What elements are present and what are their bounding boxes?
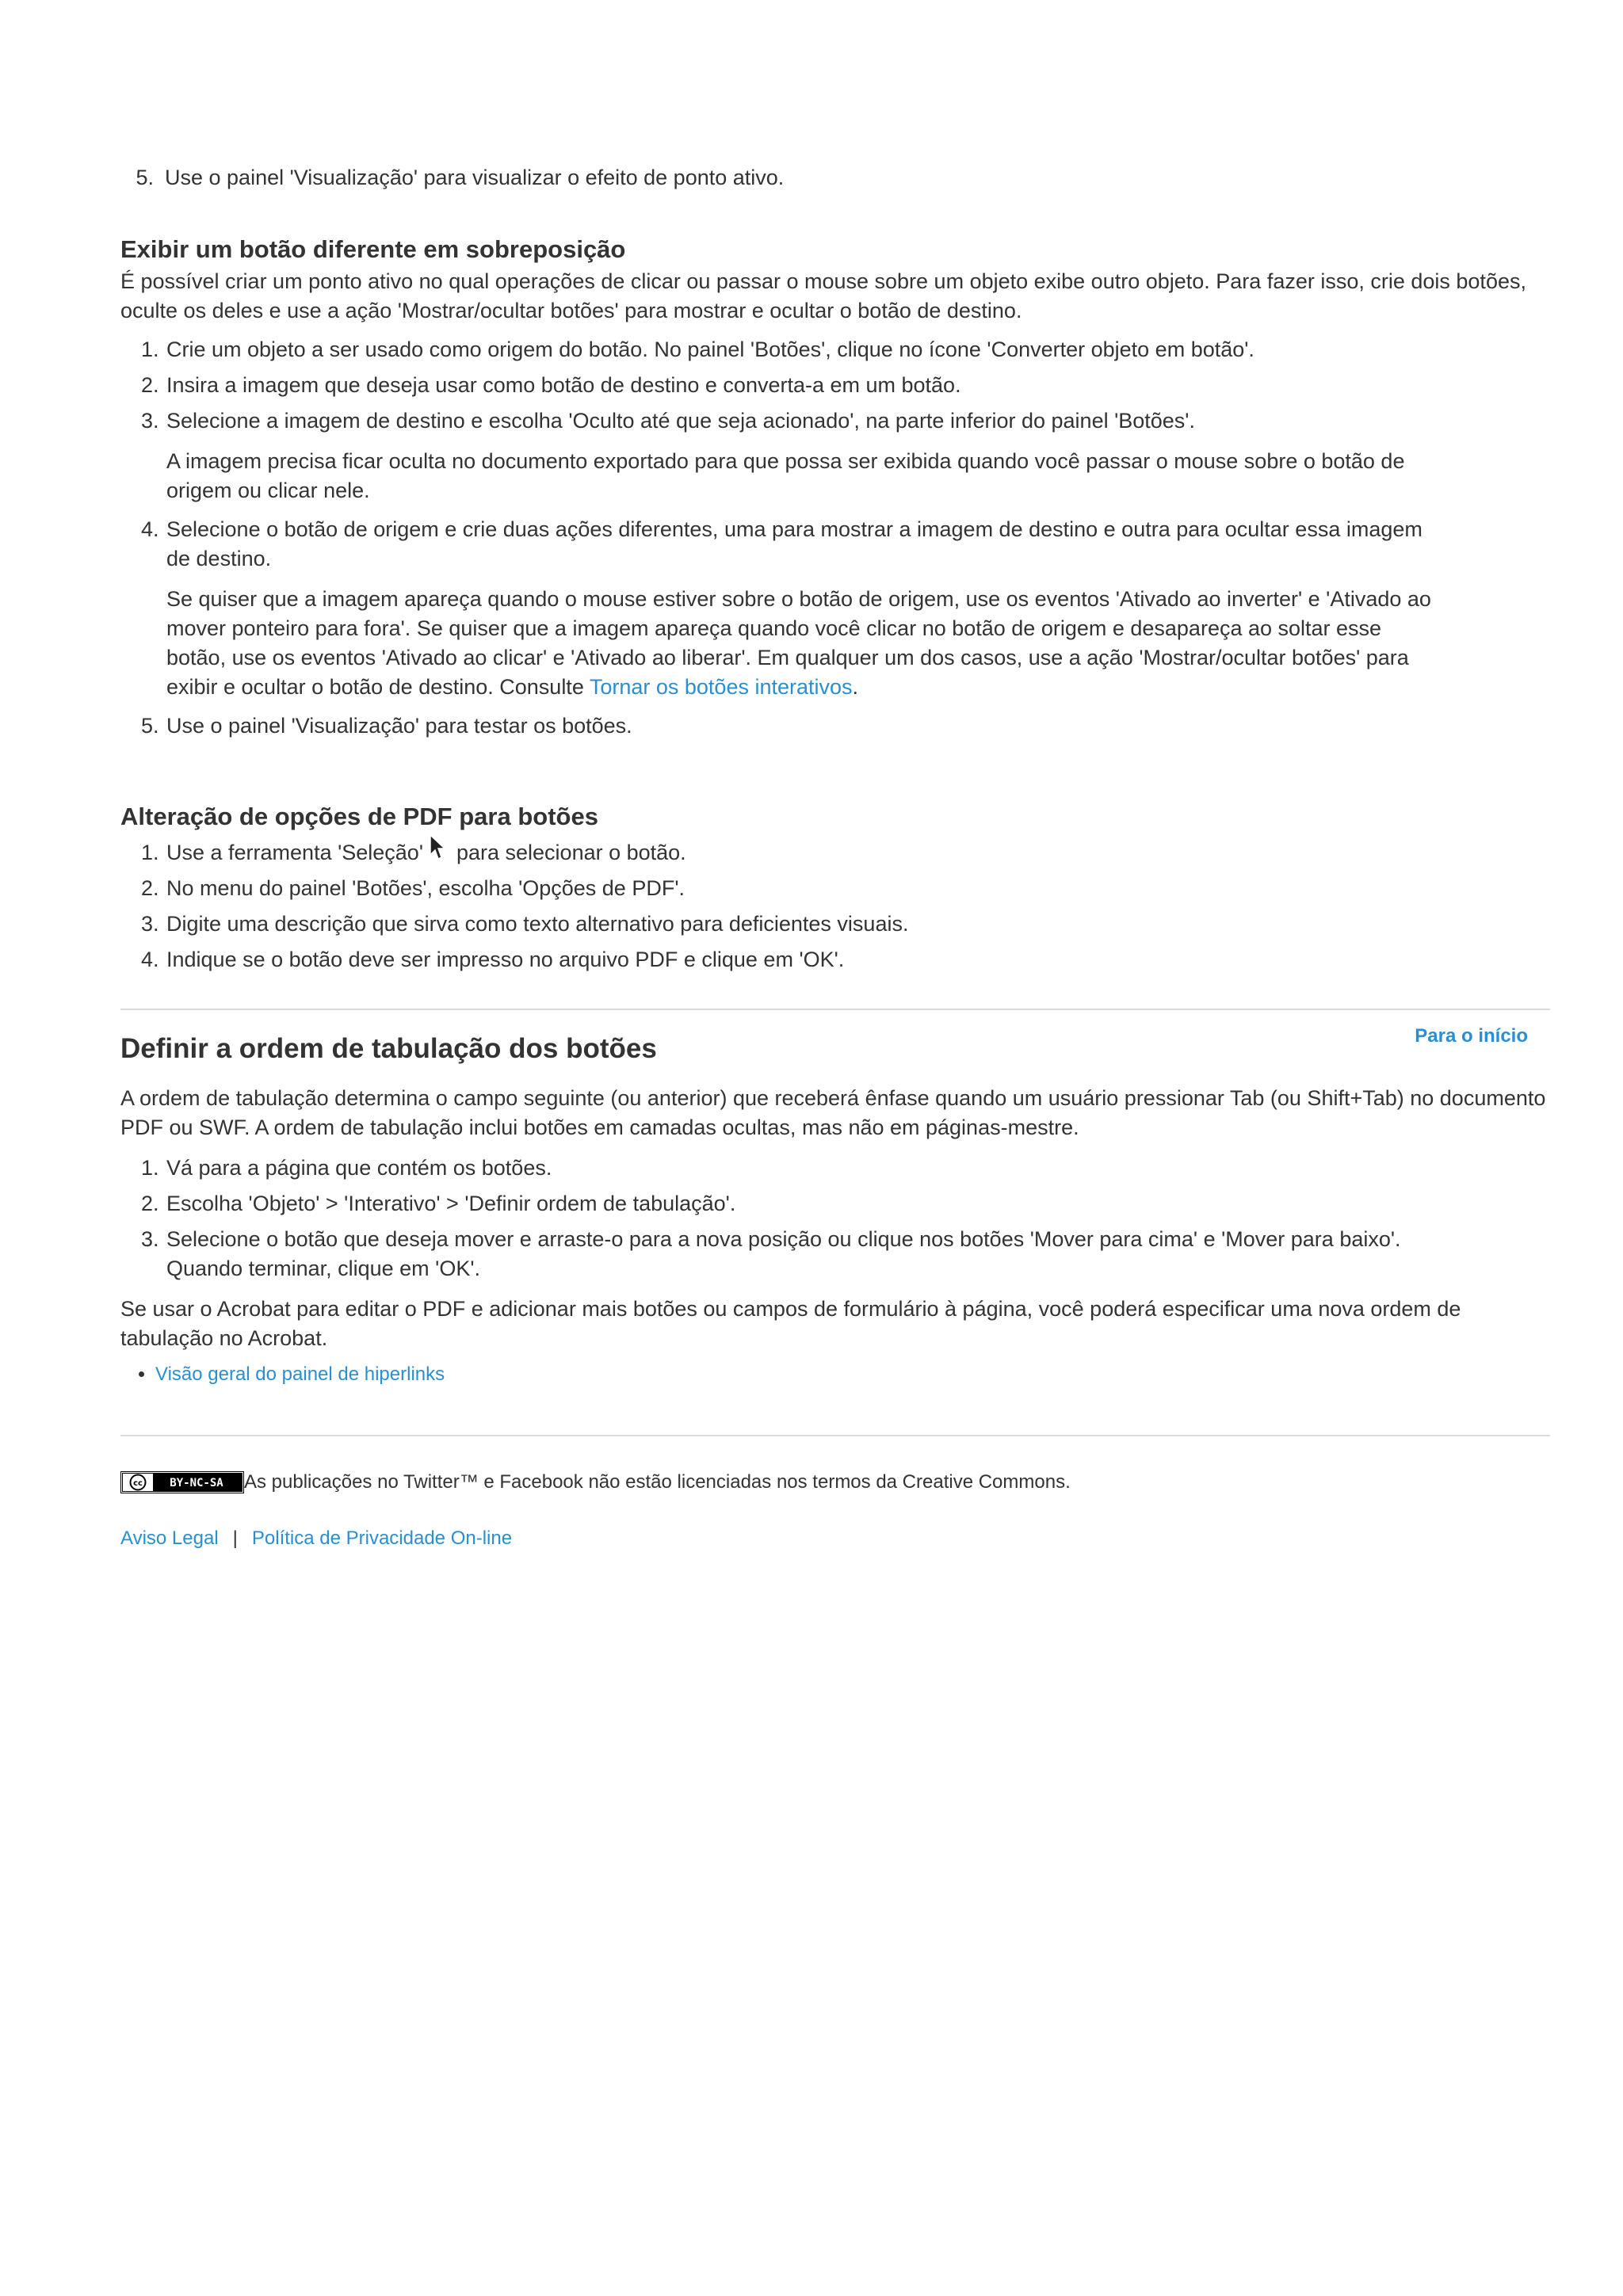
section-divider [120, 1009, 1550, 1010]
list-item [165, 371, 1550, 400]
section-hotspot-tail [120, 163, 1550, 193]
list-item-text: Indique se o botão deve ser impresso no arquivo PDF e clique em 'OK'. [166, 948, 845, 971]
list-item [165, 335, 1550, 364]
list-item [165, 515, 1550, 702]
list-item [165, 1154, 1550, 1183]
list-number: 5. [136, 166, 154, 189]
section-intro: A ordem de tabulação determina o campo seguinte (ou anterior) que receberá ênfase quando um usuário pressionar Tab (ou Shift+Tab) no documento PDF ou SWF. A ordem de tabulação inclui botões em camadas ocultas, mas não em páginas-mestre. [120, 1086, 1546, 1139]
list-item [155, 1361, 1550, 1388]
list-item [120, 163, 1550, 193]
section-tab-order [120, 1032, 1550, 1388]
step-note [166, 585, 1434, 702]
list-item-text: No menu do painel 'Botões', escolha 'Opções de PDF'. [166, 876, 685, 900]
steps-list [120, 335, 1550, 741]
list-item-text: Use o painel 'Visualização' para testar os botões. [166, 714, 632, 738]
interactive-buttons-link[interactable]: Tornar os botões interativos [589, 675, 853, 699]
svg-text:cc: cc [133, 1479, 143, 1488]
list-item-text: Insira a imagem que deseja usar como botão de destino e converta-a em um botão. [166, 373, 961, 397]
related-links-list [120, 1361, 1550, 1388]
list-item-text: Use o painel 'Visualização' para visualizar o efeito de ponto ativo. [165, 166, 785, 189]
list-item-text: Digite uma descrição que sirva como texto alternativo para deficientes visuais. [166, 912, 909, 936]
list-item-text: 3. Selecione o botão que deseja mover e arraste-o para a nova posição ou clique nos botões 'Mover para cima' e 'Mover para baixo'. Quando terminar, clique em 'OK'. [166, 1227, 1401, 1280]
privacy-policy-link[interactable]: Política de Privacidade On-line [251, 1527, 513, 1549]
cc-badge-text: BY-NC-SA [170, 1477, 223, 1489]
list-item [165, 910, 1550, 939]
section-intro: É possível criar um ponto ativo no qual operações de clicar ou passar o mouse sobre um objeto exibe outro objeto. Para fazer isso, crie dois botões, oculte os deles e use a ação 'Mostrar/ocultar botões' para mostrar e ocultar o botão de destino. [120, 269, 1526, 322]
selection-tool-icon [428, 834, 445, 861]
section-outro: Se usar o Acrobat para editar o PDF e adicionar mais botões ou campos de formulário à página, você poderá especificar uma nova ordem de tabulação no Acrobat. [120, 1297, 1461, 1350]
list-item-text: para selecionar o botão. [456, 841, 686, 864]
list-item-text: Selecione a imagem de destino e escolha 'Oculto até que seja acionado', na parte inferior do painel 'Botões'. [166, 409, 1195, 433]
license-line [120, 1469, 1550, 1496]
step-note-end: . [852, 675, 859, 699]
list-item [165, 1225, 1550, 1283]
step-note: A imagem precisa ficar oculta no documento exportado para que possa ser exibida quando você passar o mouse sobre o botão de origem ou clicar nele. [166, 449, 1405, 502]
list-item-text: Vá para a página que contém os botões. [166, 1156, 552, 1180]
legal-notice-link[interactable]: Aviso Legal [120, 1527, 219, 1549]
list-item-text: 4. Selecione o botão de origem e crie duas ações diferentes, uma para mostrar a imagem de destino e outra para ocultar essa imagem de destino. [166, 517, 1423, 570]
list-item-text: Crie um objeto a ser usado como origem do botão. No painel 'Botões', clique no ícone 'Converter objeto em botão'. [166, 338, 1254, 361]
creative-commons-badge [120, 1471, 244, 1493]
list-item [165, 834, 1550, 868]
footer-separator: | [232, 1527, 238, 1549]
steps-list [120, 1154, 1550, 1283]
section-rollover-button [120, 234, 1550, 747]
list-item-text: Use a ferramenta 'Seleção' [166, 841, 423, 864]
step-note-text: Se quiser que a imagem apareça quando o mouse estiver sobre o botão de origem, use os eventos 'Ativado ao inverter' e 'Ativado ao mover ponteiro para fora'. Se quiser que a imagem apareça quando você clicar no botão de origem e desapareça ao soltar esse botão, use os eventos 'Ativado ao clicar' e 'Ativado ao liberar'. Em qualquer um dos casos, use a ação 'Mostrar/ocultar botões' para exibir e ocultar o botão de destino. Consulte [166, 587, 1431, 699]
section-heading: Exibir um botão diferente em sobreposição [120, 235, 626, 263]
section-heading: Alteração de opções de PDF para botões [120, 803, 598, 830]
license-text: As publicações no Twitter™ e Facebook não estão licenciadas nos termos da Creative Commons. [244, 1471, 1071, 1493]
list-item [165, 874, 1550, 903]
list-item [165, 1189, 1550, 1219]
hyperlinks-panel-link[interactable]: Visão geral do painel de hiperlinks [155, 1363, 445, 1385]
list-item [165, 406, 1550, 505]
footer-divider [120, 1435, 1550, 1436]
section-pdf-options [120, 801, 1550, 981]
footer-links [120, 1525, 1550, 1552]
list-item [165, 945, 1550, 974]
back-to-top-link[interactable]: Para o início [1415, 1025, 1528, 1047]
list-item-text: Escolha 'Objeto' > 'Interativo' > 'Definir ordem de tabulação'. [166, 1192, 736, 1215]
steps-list [120, 834, 1550, 974]
list-item [165, 711, 1550, 741]
section-heading: Definir a ordem de tabulação dos botões [120, 1033, 657, 1064]
